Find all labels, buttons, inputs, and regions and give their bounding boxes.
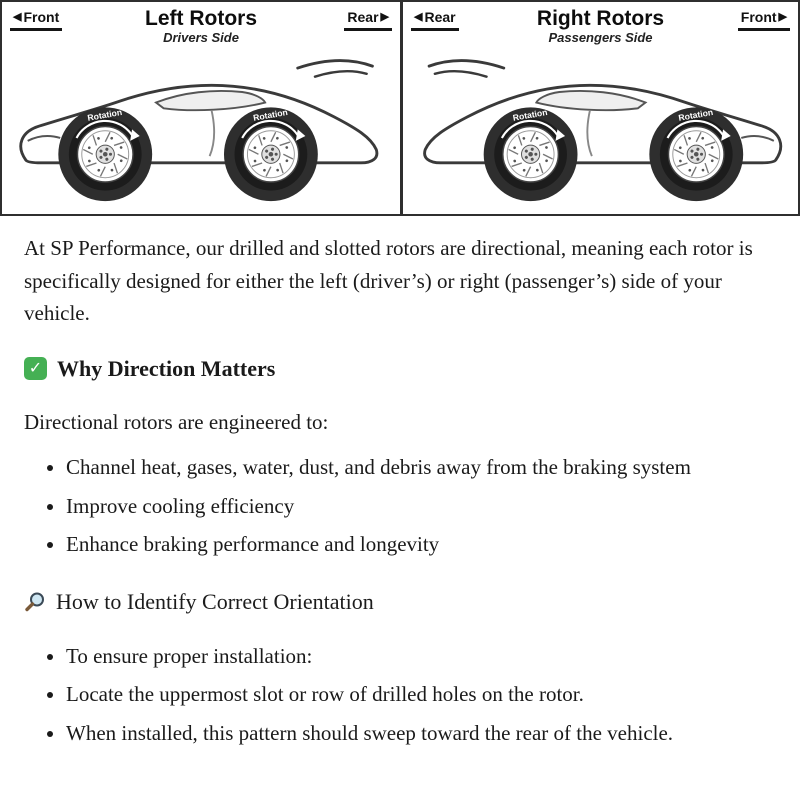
front-direction-arrow bbox=[738, 9, 790, 31]
right-panel-titles bbox=[527, 7, 674, 45]
rear-label: Rear bbox=[347, 9, 379, 25]
rear-direction-arrow bbox=[411, 9, 459, 31]
front-direction-arrow bbox=[10, 9, 62, 31]
rotor-direction-diagram bbox=[0, 0, 800, 216]
list-item: • Enhance braking performance and longevity bbox=[66, 529, 768, 561]
magnifier-icon bbox=[24, 591, 46, 613]
arrow-right-icon: ▶ bbox=[380, 11, 389, 24]
orientation-steps-list bbox=[48, 641, 768, 750]
list-item: • Locate the uppermost slot or row of drilled holes on the rotor. bbox=[66, 679, 768, 711]
right-panel-header bbox=[411, 7, 790, 45]
list-item: • Channel heat, gases, water, dust, and debris away from the braking system bbox=[66, 452, 768, 484]
arrow-left-icon: ◀ bbox=[414, 11, 423, 24]
article-body bbox=[0, 216, 800, 749]
list-item: • When installed, this pattern should sweep toward the rear of the vehicle. bbox=[66, 718, 768, 750]
panel-title: Right Rotors bbox=[536, 7, 665, 30]
right-car-illustration bbox=[411, 47, 790, 205]
rotation-label: Rotation bbox=[512, 107, 549, 123]
rear-direction-arrow bbox=[344, 9, 392, 31]
section-title: Why Direction Matters bbox=[57, 355, 276, 381]
arrow-left-icon: ◀ bbox=[13, 11, 22, 24]
panel-subtitle: Passengers Side bbox=[548, 30, 653, 46]
right-rotors-panel bbox=[400, 2, 798, 214]
arrow-right-icon: ▶ bbox=[778, 11, 787, 24]
intro-paragraph: At SP Performance, our drilled and slotted rotors are directional, meaning each rotor is specifically designed for either the left (driver’s) or right (passenger’s) side of your vehicle. bbox=[24, 236, 753, 326]
rotation-label: Rotation bbox=[252, 107, 289, 123]
front-label: Front bbox=[740, 9, 777, 25]
benefits-list bbox=[48, 452, 768, 561]
section-title: How to Identify Correct Orientation bbox=[56, 588, 374, 614]
left-rotors-panel bbox=[2, 2, 400, 214]
front-label: Front bbox=[23, 9, 60, 25]
left-car-illustration bbox=[10, 47, 392, 205]
rear-label: Rear bbox=[424, 9, 456, 25]
panel-subtitle: Drivers Side bbox=[163, 30, 239, 46]
rotation-label: Rotation bbox=[86, 107, 123, 123]
check-icon: ✓ bbox=[24, 357, 47, 380]
rotation-label: Rotation bbox=[677, 107, 714, 123]
panel-title: Left Rotors bbox=[145, 7, 257, 30]
section-heading-why-direction-matters bbox=[24, 352, 772, 386]
left-panel-titles bbox=[135, 7, 267, 45]
section-heading-identify-orientation bbox=[24, 585, 772, 619]
lead-paragraph: Directional rotors are engineered to: bbox=[24, 409, 329, 434]
list-item: • To ensure proper installation: bbox=[66, 641, 768, 673]
left-panel-header bbox=[10, 7, 392, 45]
list-item: • Improve cooling efficiency bbox=[66, 491, 768, 523]
